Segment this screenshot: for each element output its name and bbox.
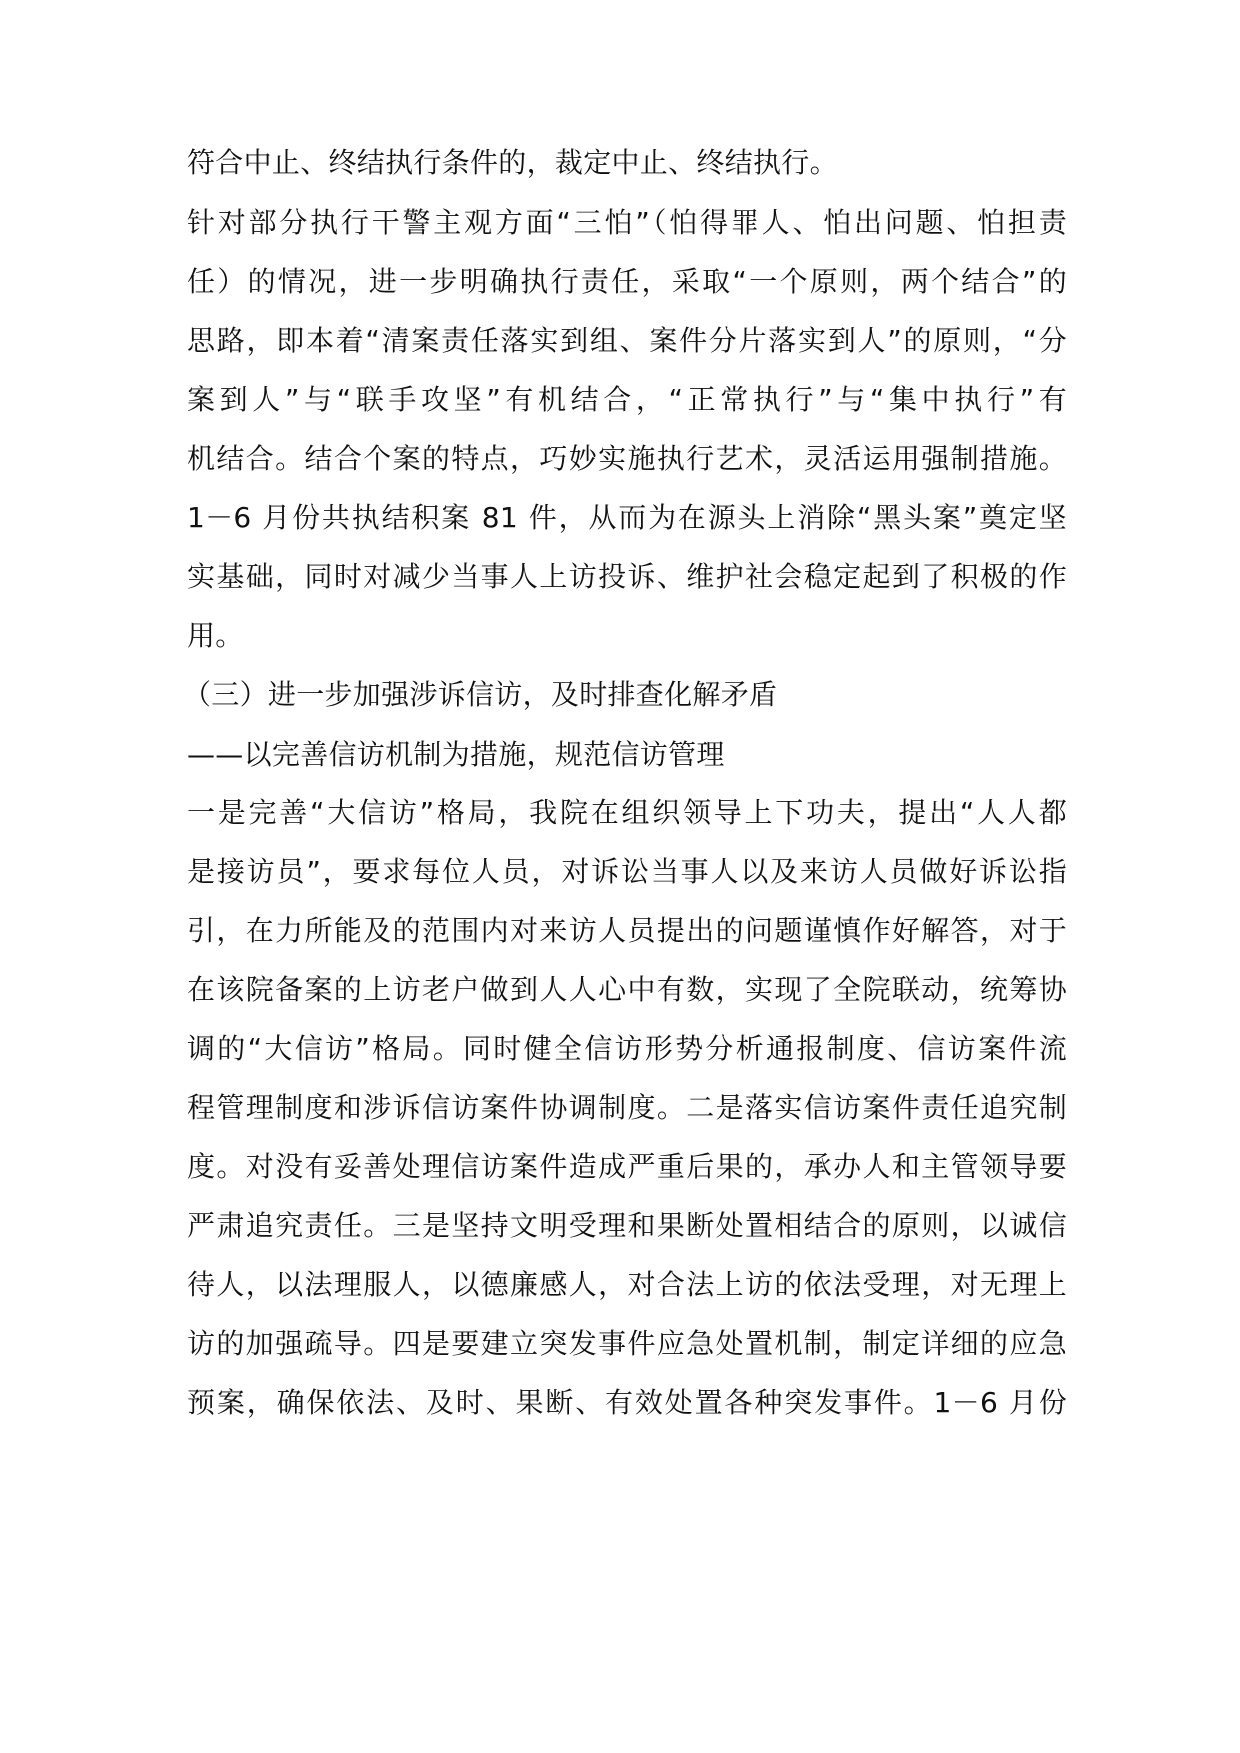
paragraph-line: 符合中止、终结执行条件的，裁定中止、终结执行。 xyxy=(187,146,838,179)
paragraph-line: 程管理制度和涉诉信访案件协调制度。二是落实信访案件责任追究制 xyxy=(187,1091,1067,1124)
paragraph-line: 引，在力所能及的范围内对来访人员提出的问题谨慎作好解答，对于 xyxy=(187,914,1067,947)
paragraph-line: 访的加强疏导。四是要建立突发事件应急处置机制，制定详细的应急 xyxy=(187,1327,1067,1360)
section-subheading: ——以完善信访机制为措施，规范信访管理 xyxy=(187,738,725,771)
paragraph-line: 1－6 月份共执结积案 81 件，从而为在源头上消除“黑头案”奠定坚 xyxy=(187,501,1067,534)
paragraph-line: 调的“大信访”格局。同时健全信访形势分析通报制度、信访案件流 xyxy=(187,1032,1067,1065)
section-heading: （三）进一步加强涉诉信访，及时排查化解矛盾 xyxy=(183,678,778,711)
paragraph-line: 针对部分执行干警主观方面“三怕”（怕得罪人、怕出问题、怕担责 xyxy=(187,206,1067,239)
paragraph-line: 待人，以法理服人，以德廉感人，对合法上访的依法受理，对无理上 xyxy=(187,1268,1067,1301)
paragraph-line: 度。对没有妥善处理信访案件造成严重后果的，承办人和主管领导要 xyxy=(187,1150,1067,1183)
paragraph-line: 一是完善“大信访”格局，我院在组织领导上下功夫，提出“人人都 xyxy=(187,796,1067,829)
paragraph-line: 严肃追究责任。三是坚持文明受理和果断处置相结合的原则，以诚信 xyxy=(187,1209,1067,1242)
paragraph-line: 机结合。结合个案的特点，巧妙实施执行艺术，灵活运用强制措施。 xyxy=(187,442,1067,475)
paragraph-line: 是接访员”，要求每位人员，对诉讼当事人以及来访人员做好诉讼指 xyxy=(187,855,1067,888)
paragraph-line: 预案，确保依法、及时、果断、有效处置各种突发事件。1－6 月份 xyxy=(187,1386,1067,1419)
paragraph-line: 用。 xyxy=(187,619,244,652)
paragraph-line: 案到人”与“联手攻坚”有机结合，“正常执行”与“集中执行”有 xyxy=(187,383,1067,416)
paragraph-line: 在该院备案的上访老户做到人人心中有数，实现了全院联动，统筹协 xyxy=(187,973,1067,1006)
paragraph-line: 实基础，同时对减少当事人上访投诉、维护社会稳定起到了积极的作 xyxy=(187,560,1067,593)
paragraph-line: 思路，即本着“清案责任落实到组、案件分片落实到人”的原则，“分 xyxy=(187,324,1067,357)
paragraph-line: 任）的情况，进一步明确执行责任，采取“一个原则，两个结合”的 xyxy=(187,265,1067,298)
